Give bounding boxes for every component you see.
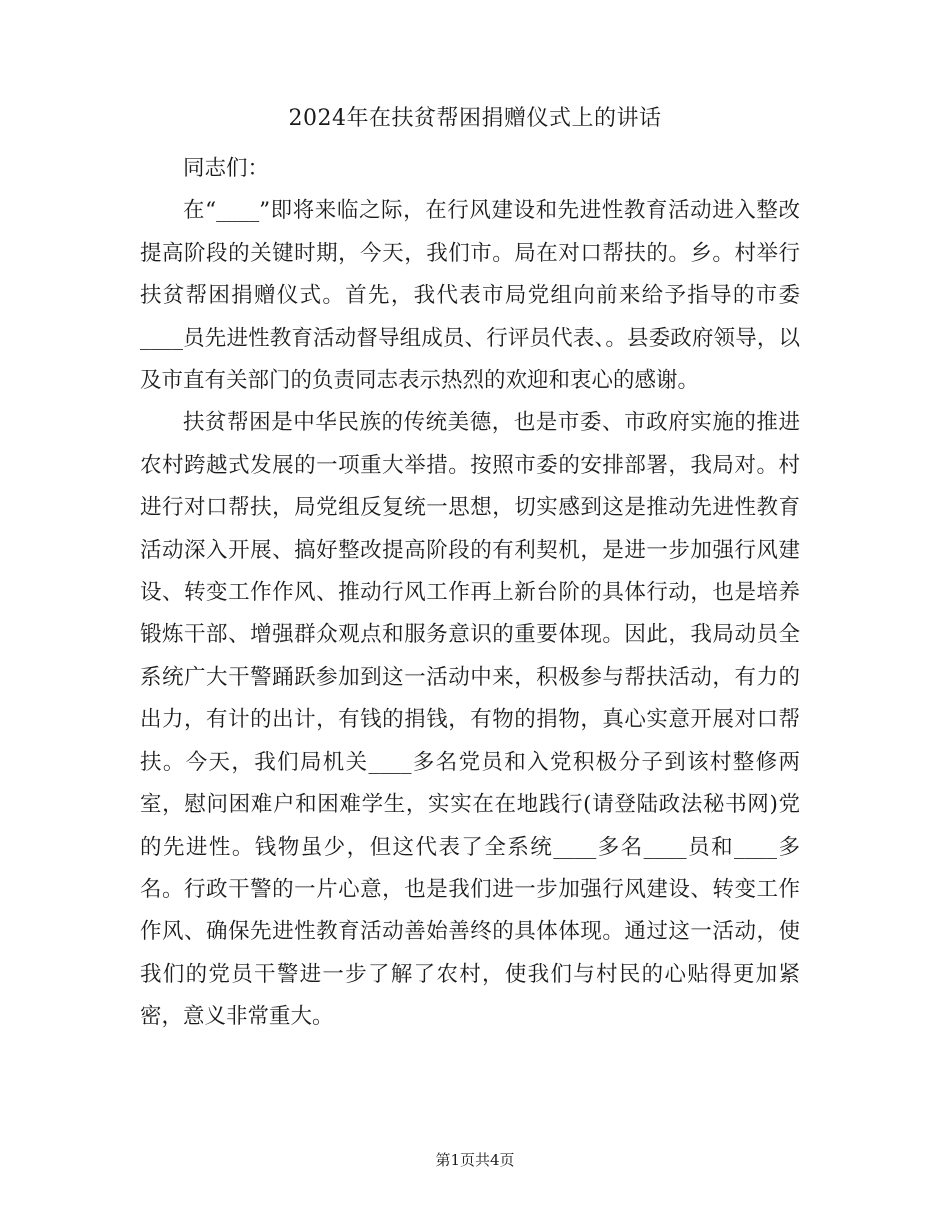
paragraph-2: 扶贫帮困是中华民族的传统美德，也是市委、市政府实施的推进农村跨越式发展的一项重大举措。按照市委的安排部署，我局对。村进行对口帮扶，局党组反复统一思想，切实感到这是推动先进性教育活动深入开展、搞好整改提高阶段的有利契机，是进一步加强行风建设、转变工作作风、推动行风工作再上新台阶的具体行动，也是培养锻炼干部、增强群众观点和服务意识的重要体现。因此，我局动员全系统广大干警踊跃参加到这一活动中来，积极参与帮扶活动，有力的出力，有计的出计，有钱的捐钱，有物的捐物，真心实意开展对口帮扶。今天，我们局机关____多名党员和入党积极分子到该村整修两室，慰问困难户和困难学生，实实在在地践行(请登陆政法秘书网)党的先进性。钱物虽少，但这代表了全系统____多名____员和____多名。行政干警的一片心意，也是我们进一步加强行风建设、转变工作作风、确保先进性教育活动善始善终的具体体现。通过这一活动，使我们的党员干警进一步了解了农村，使我们与村民的心贴得更加紧密，意义非常重大。: [140, 410, 800, 1030]
paragraph-1: 在“____”即将来临之际，在行风建设和先进性教育活动进入整改提高阶段的关键时期，今天，我们市。局在对口帮扶的。乡。村举行扶贫帮困捐赠仪式。首先，我代表市局党组向前来给予指导的市委____员先进性教育活动督导组成员、行评员代表、。县委政府领导，以及市直有关部门的负责同志表示热烈的欢迎和衷心的感谢。: [140, 198, 800, 394]
page-number: 第1页共4页: [435, 1151, 515, 1169]
salutation: 同志们：: [183, 156, 270, 181]
document-body: [140, 148, 800, 1039]
document-title: 2024年在扶贫帮困捐赠仪式上的讲话: [288, 106, 662, 131]
